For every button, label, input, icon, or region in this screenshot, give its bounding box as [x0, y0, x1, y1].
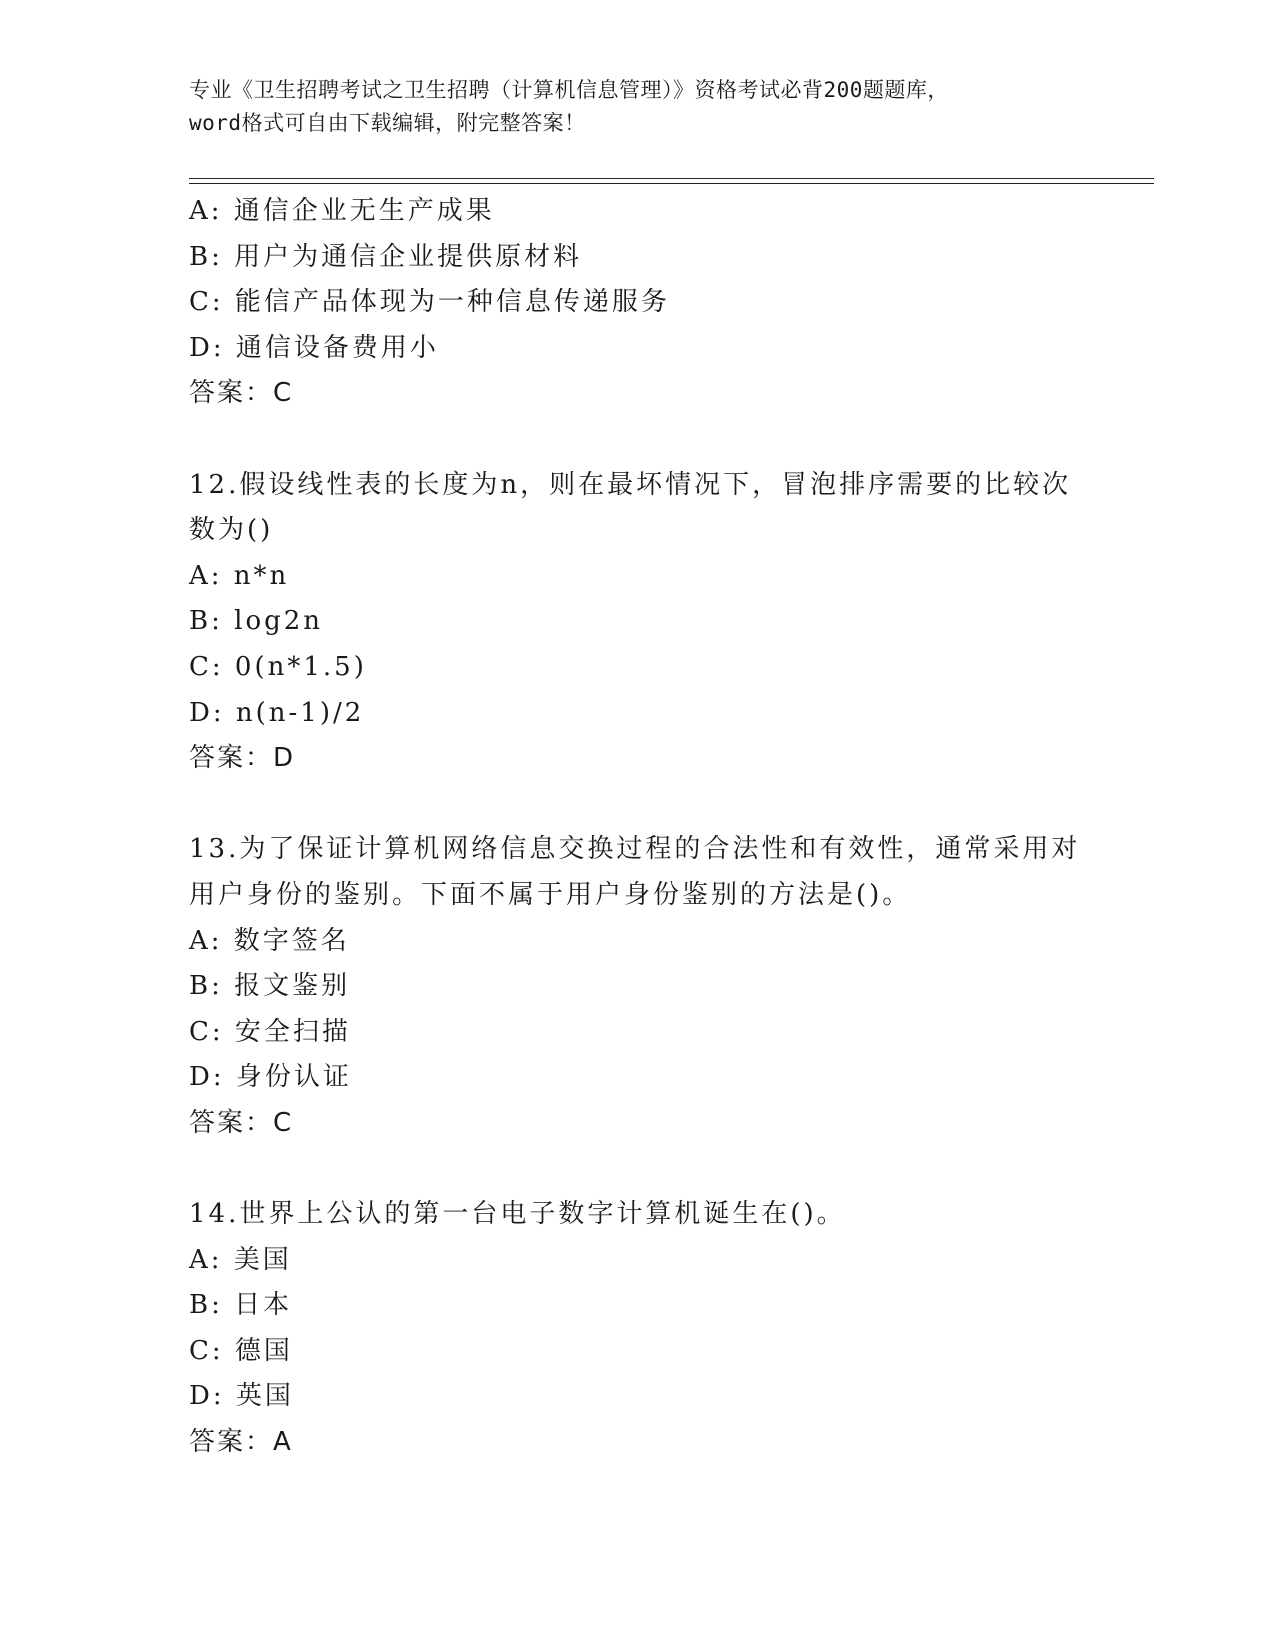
question-stem: 12.假设线性表的长度为n，则在最坏情况下，冒泡排序需要的比较次: [189, 469, 1072, 500]
question-11: [189, 189, 1149, 417]
header-title-line2: word格式可自由下载编辑，附完整答案！: [189, 111, 586, 135]
option-d: D: 通信设备费用小: [189, 332, 439, 363]
option-c: C: 能信产品体现为一种信息传递服务: [189, 287, 670, 318]
question-14: [189, 1192, 1149, 1466]
option-c: C: 安全扫描: [189, 1016, 351, 1047]
option-d: D: n(n-1)/2: [189, 697, 365, 728]
spacer: [189, 1146, 1149, 1192]
answer-line: 答案：D: [189, 743, 296, 774]
option-a: A: 数字签名: [189, 925, 350, 956]
question-list: [189, 189, 1149, 1466]
header-divider-top: [189, 178, 1154, 179]
option-d: D: 身份认证: [189, 1062, 352, 1093]
header-title-line1: 专业《卫生招聘考试之卫生招聘（计算机信息管理）》资格考试必背200题题库，: [189, 78, 949, 102]
option-b: B: 日本: [189, 1290, 293, 1321]
option-b: B: log2n: [189, 606, 324, 637]
header-divider-bottom: [189, 183, 1154, 184]
option-c: C: 0(n*1.5): [189, 651, 367, 682]
question-stem: 14.世界上公认的第一台电子数字计算机诞生在()。: [189, 1199, 846, 1230]
question-13: [189, 827, 1149, 1146]
option-b: B: 用户为通信企业提供原材料: [189, 241, 583, 272]
option-c: C: 德国: [189, 1335, 293, 1366]
answer-line: 答案：C: [189, 378, 294, 409]
option-d: D: 英国: [189, 1381, 294, 1412]
option-a: A: 通信企业无生产成果: [189, 196, 495, 226]
spacer: [189, 782, 1149, 828]
option-b: B: 报文鉴别: [189, 971, 351, 1002]
question-stem-continued: 数为(): [189, 515, 274, 546]
question-stem: 13.为了保证计算机网络信息交换过程的合法性和有效性，通常采用对: [189, 834, 1081, 865]
answer-line: 答案：A: [189, 1427, 293, 1458]
option-a: A: 美国: [189, 1244, 292, 1275]
spacer: [189, 417, 1149, 463]
option-a: A: n*n: [189, 560, 290, 591]
question-stem-continued: 用户身份的鉴别。下面不属于用户身份鉴别的方法是()。: [189, 879, 912, 910]
answer-line: 答案：C: [189, 1107, 294, 1138]
question-12: [189, 463, 1149, 782]
document-header: [189, 74, 1089, 140]
